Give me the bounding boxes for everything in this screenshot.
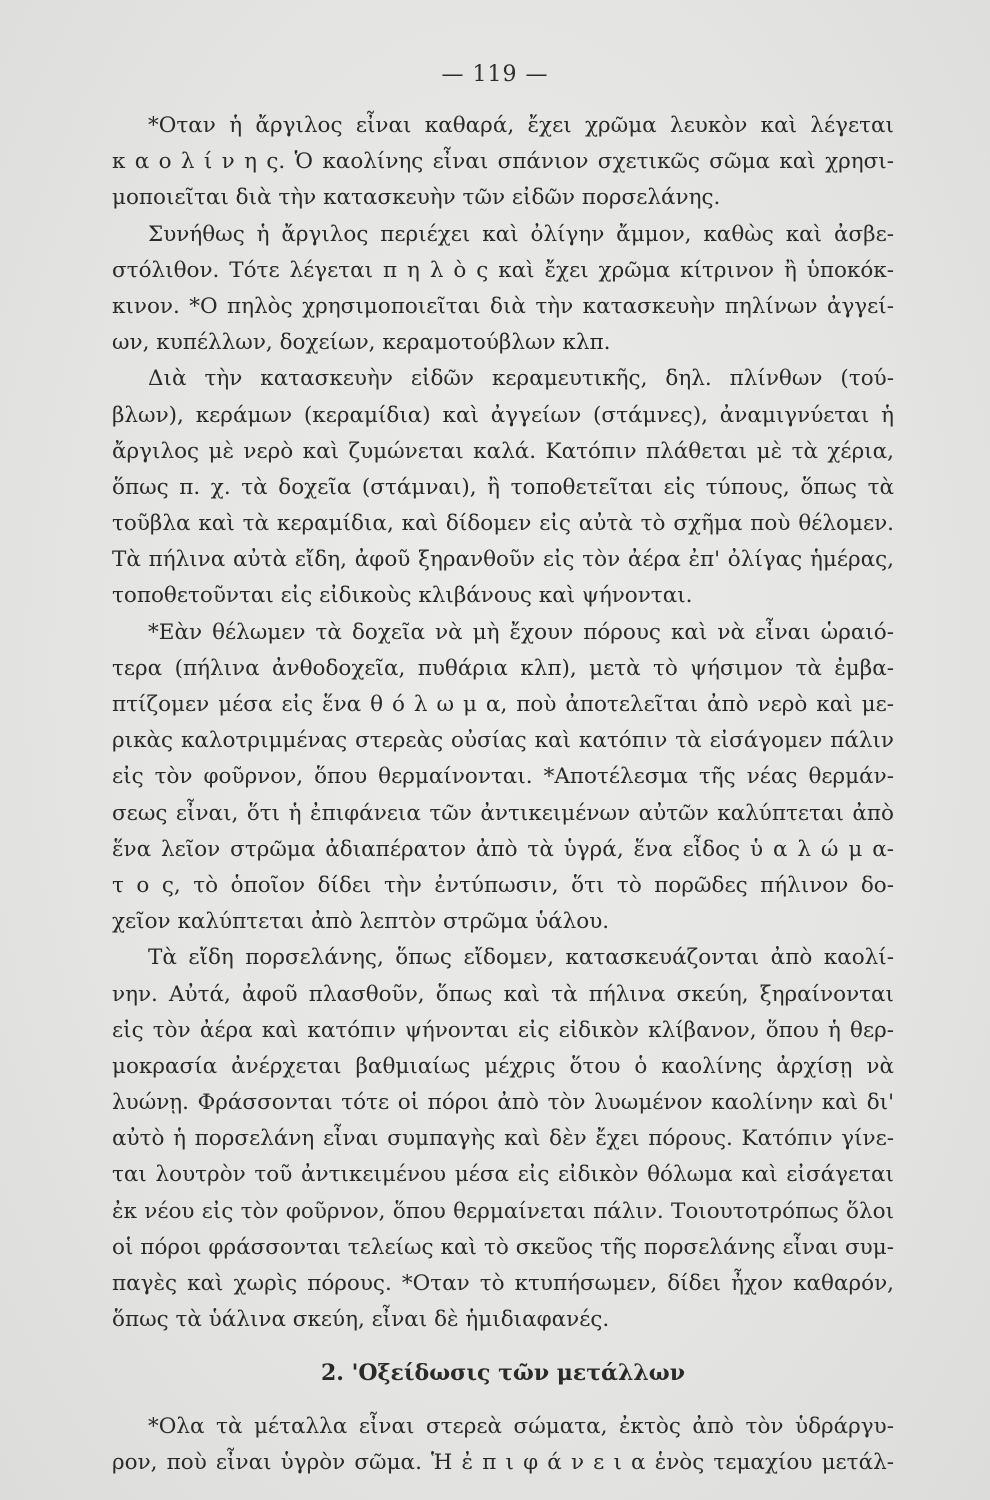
text-line: Τὰ εἴδη πορσελάνης, ὅπως εἴδομεν, κατασκευάζονται ἀπὸ καολί- [148, 945, 894, 971]
paragraph-metals [112, 1409, 894, 1481]
text-line: ὅπως π. χ. τὰ δοχεῖα (στάμναι), ἢ τοποθετεῖται εἰς τύπους, ὅπως τὰ [112, 474, 894, 500]
text-line: κινον. *Ο πηλὸς χρησιμοποιεῖται διὰ τὴν κατασκευὴν πηλίνων ἀγγεί- [112, 293, 894, 319]
text-line: ρον, ποὺ εἶναι ὑγρὸν σῶμα. Ἡ ἐ π ι φ ά ν ε ι α ἑνὸς τεμαχίου μετάλ- [112, 1449, 894, 1475]
text-line: τ ο ς, τὸ ὁποῖον δίδει τὴν ἐντύπωσιν, ὅτι τὸ πορῶδες πήλινον δο- [112, 872, 894, 898]
paragraph-ceramics [112, 361, 894, 614]
text-line: αὐτὸ ἡ πορσελάνη εἶναι συμπαγὴς καὶ δὲν ἔχει πόρους. Κατόπιν γίνε- [112, 1126, 894, 1152]
paragraph-porcelain [112, 940, 894, 1338]
text-line: *Ολα τὰ μέταλλα εἶναι στερεὰ σώματα, ἐκτὸς ἀπὸ τὸν ὑδράργυ- [148, 1413, 894, 1439]
section-heading: 2. 'Οξείδωσις τῶν μετάλλων [320, 1360, 686, 1387]
text-line: τοῦβλα καὶ τὰ κεραμίδια, καὶ δίδομεν εἰς αὐτὰ τὸ σχῆμα ποὺ θέλομεν. [112, 511, 894, 537]
text-line: στόλιθον. Τότε λέγεται π η λ ὸ ς καὶ ἔχει χρῶμα κίτρινον ἢ ὑποκόκ- [112, 257, 894, 283]
text-line: τερα (πήλινα ἀνθοδοχεῖα, πυθάρια κλπ), μετὰ τὸ ψήσιμον τὰ ἐμβα- [112, 655, 894, 681]
text-line: νην. Αὐτά, ἀφοῦ πλασθοῦν, ὅπως καὶ τὰ πήλινα σκεύη, ξηραίνονται [112, 981, 894, 1007]
text-line: Διὰ τὴν κατασκευὴν εἰδῶν κεραμευτικῆς, δηλ. πλίνθων (τού- [148, 366, 894, 392]
text-line: μοποιεῖται διὰ τὴν κατασκευὴν τῶν εἰδῶν πορσελάνης. [112, 185, 721, 211]
text-line: ἄργιλος μὲ νερὸ καὶ ζυμώνεται καλά. Κατόπιν πλάθεται μὲ τὰ χέρια, [112, 438, 894, 464]
paragraph-kaolin [112, 108, 894, 217]
text-line: ἐκ νέου εἰς τὸν φοῦρνον, ὅπου θερμαίνεται πάλιν. Τοιουτοτρόπως ὅλοι [112, 1198, 894, 1224]
text-line: χεῖον καλύπτεται ἀπὸ λεπτὸν στρῶμα ὑάλου. [112, 909, 610, 935]
text-line: πτίζομεν μέσα εἰς ἕνα θ ό λ ω μ α, ποὺ ἀποτελεῖται ἀπὸ νερὸ καὶ με- [112, 692, 894, 717]
text-line: σεως εἶναι, ὅτι ἡ ἐπιφάνεια τῶν ἀντικειμένων αὐτῶν καλύπτεται ἀπὸ [112, 800, 894, 826]
paragraph-glazing [112, 615, 894, 941]
text-line: λυώνῃ. Φράσσονται τότε οἱ πόροι ἀπὸ τὸν λυωμένον καολίνην καὶ δι' [112, 1090, 894, 1116]
text-line: ρικὰς καλοτριμμένας στερεὰς οὐσίας καὶ κατόπιν τὰ εἰσάγομεν πάλιν [112, 728, 894, 754]
text-line: ται λουτρὸν τοῦ ἀντικειμένου μέσα εἰς εἰδικὸν θόλωμα καὶ εἰσάγεται [112, 1162, 894, 1188]
text-line: *Εὰν θέλωμεν τὰ δοχεῖα νὰ μὴ ἔχουν πόρους καὶ νὰ εἶναι ὡραιό- [148, 619, 894, 645]
text-line: ἕνα λεῖον στρῶμα ἀδιαπέρατον ἀπὸ τὰ ὑγρά, ἕνα εἶδος ὑ α λ ώ μ α- [112, 836, 894, 862]
paragraph-pilos [112, 217, 894, 362]
text-line: βλων), κεράμων (κεραμίδια) καὶ ἀγγείων (στάμνες), ἀναμιγνύεται ἡ [112, 402, 894, 428]
text-line: εἰς τὸν ἀέρα καὶ κατόπιν ψήνονται εἰς εἰδικὸν κλίβανον, ὅπου ἡ θερ- [112, 1017, 894, 1043]
text-line: Συνήθως ἡ ἄργιλος περιέχει καὶ ὀλίγην ἄμμον, καθὼς καὶ ἀσβε- [148, 221, 894, 247]
text-line: οἱ πόροι φράσσονται τελείως καὶ τὸ σκεῦος τῆς πορσελάνης εἶναι συμ- [112, 1234, 894, 1260]
text-line: *Οταν ἡ ἄργιλος εἶναι καθαρά, ἔχει χρῶμα λευκὸν καὶ λέγεται [148, 113, 894, 138]
text-line: εἰς τὸν φοῦρνον, ὅπου θερμαίνονται. *Αποτέλεσμα τῆς νέας θερμάν- [112, 764, 894, 790]
text-line: Τὰ πήλινα αὐτὰ εἴδη, ἀφοῦ ξηρανθοῦν εἰς τὸν ἀέρα ἐπ' ὀλίγας ἡμέρας, [112, 547, 894, 573]
text-line: παγὲς καὶ χωρὶς πόρους. *Οταν τὸ κτυπήσωμεν, δίδει ἦχον καθαρόν, [112, 1271, 894, 1296]
text-line: μοκρασία ἀνέρχεται βαθμιαίως μέχρις ὅτου ὁ καολίνης ἀρχίσῃ νὰ [112, 1053, 894, 1079]
page-body [112, 108, 894, 1481]
text-line: κ α ο λ ί ν η ς. Ὁ καολίνης εἶναι σπάνιον σχετικῶς σῶμα καὶ χρησι- [112, 149, 894, 175]
text-line: ὅπως τὰ ὑάλινα σκεύη, εἶναι δὲ ἡμιδιαφανές. [112, 1307, 610, 1333]
page-number: — 119 — [441, 62, 549, 87]
text-line: τοποθετοῦνται εἰς εἰδικοὺς κλιβάνους καὶ ψήνονται. [112, 583, 693, 609]
text-line: ων, κυπέλλων, δοχείων, κεραμοτούβλων κλπ. [112, 330, 611, 356]
